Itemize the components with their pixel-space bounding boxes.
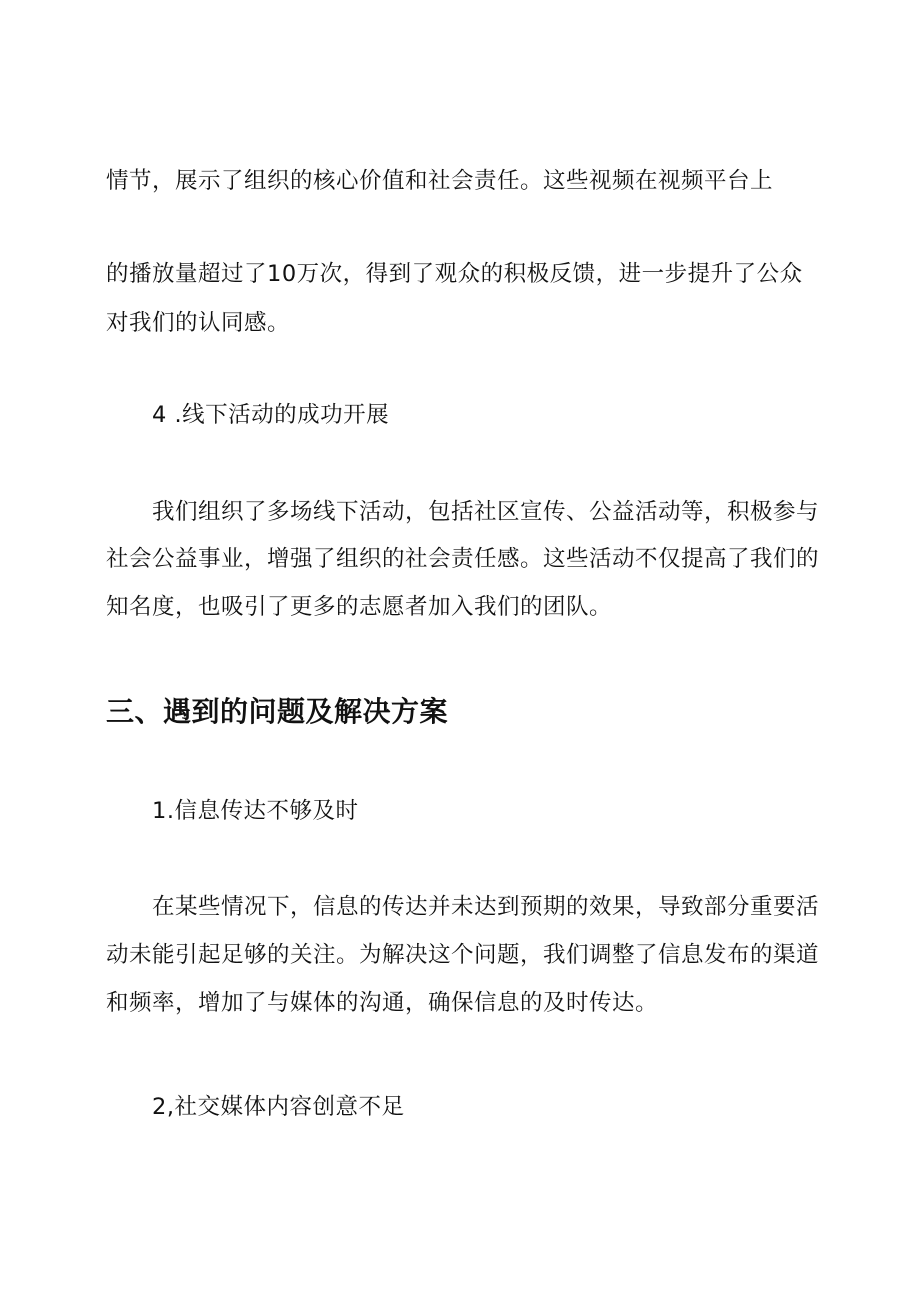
paragraph-line: 社会公益事业，增强了组织的社会责任感。这些活动不仅提高了我们的 [106,546,820,572]
paragraph-line: 和频率，增加了与媒体的沟通，确保信息的及时传达。 [106,990,659,1016]
paragraph-line: 在某些情况下，信息的传达并未达到预期的效果，导致部分重要活 [152,894,820,920]
subheading-offline-activities: 4 .线下活动的成功开展 [152,402,390,428]
subheading-social-media: 2,社交媒体内容创意不足 [152,1094,405,1120]
section-heading: 三、遇到的问题及解决方案 [106,695,449,728]
paragraph-line: 知名度，也吸引了更多的志愿者加入我们的团队。 [106,594,613,620]
paragraph-line: 情节，展示了组织的核心价值和社会责任。这些视频在视频平台上 [106,168,774,194]
paragraph-line: 对我们的认同感。 [106,310,291,336]
subheading-info-delivery: 1.信息传达不够及时 [152,798,359,824]
paragraph-line: 的播放量超过了10万次，得到了观众的积极反馈，进一步提升了公众 [106,261,803,287]
paragraph-line: 动未能引起足够的关注。为解决这个问题，我们调整了信息发布的渠道 [106,942,820,968]
paragraph-line: 我们组织了多场线下活动，包括社区宣传、公益活动等，积极参与 [152,499,820,525]
